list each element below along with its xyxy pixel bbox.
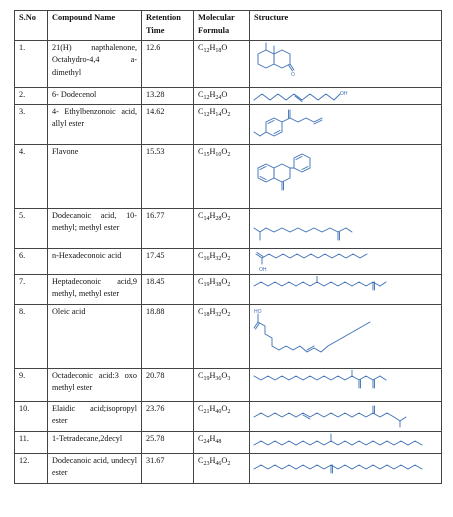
cell-formula bbox=[194, 249, 250, 275]
formula-count: 36 bbox=[215, 376, 222, 382]
cell-retention-time: 15.53 bbox=[142, 145, 194, 209]
cell-sno: 10. bbox=[15, 402, 48, 432]
formula-el: H bbox=[209, 371, 216, 380]
flavone-structure-icon bbox=[252, 146, 332, 204]
cell-retention-time: 25.78 bbox=[142, 432, 194, 454]
cell-structure bbox=[250, 105, 442, 145]
cell-compound-name: Flavone bbox=[48, 145, 142, 209]
octahydro-naphthalenone-structure-icon bbox=[252, 42, 296, 86]
formula-el: C bbox=[198, 434, 204, 443]
formula-el: H bbox=[209, 211, 216, 220]
formula-el: C bbox=[198, 456, 204, 465]
oxygen-label: O bbox=[291, 72, 295, 78]
cell-compound-name: Octadeconic acid:3 oxo methyl ester bbox=[48, 369, 142, 402]
formula-count: 32 bbox=[215, 256, 222, 262]
hydroxyl-label: OH bbox=[259, 267, 267, 272]
formula-el: H bbox=[209, 107, 216, 116]
formula-el: O bbox=[221, 147, 228, 156]
formula-el: C bbox=[198, 251, 204, 260]
table-row bbox=[15, 275, 442, 305]
formula-el: O bbox=[221, 404, 228, 413]
formula-count: 48 bbox=[215, 439, 222, 445]
formula-el: O bbox=[221, 107, 228, 116]
cell-formula bbox=[194, 369, 250, 402]
cell-formula bbox=[194, 41, 250, 88]
cell-sno: 11. bbox=[15, 432, 48, 454]
formula-count: 14 bbox=[203, 216, 210, 222]
formula-count: 16 bbox=[203, 256, 210, 262]
formula-count: 23 bbox=[203, 461, 210, 467]
formula-el: O bbox=[221, 456, 228, 465]
header-molecular-formula: Molecular Formula bbox=[194, 11, 250, 41]
compound-table bbox=[14, 10, 442, 484]
cell-structure bbox=[250, 454, 442, 484]
table-row bbox=[15, 454, 442, 484]
formula-el: C bbox=[198, 307, 204, 316]
formula-count: 2 bbox=[227, 282, 231, 288]
formula-el: C bbox=[198, 277, 204, 286]
hydroxyl-label: OH bbox=[340, 91, 348, 97]
formula-el: O bbox=[221, 371, 228, 380]
formula-count: 24 bbox=[215, 95, 222, 101]
formula-el: C bbox=[198, 107, 204, 116]
cell-compound-name: 4- Ethylbenzonoic acid, allyl ester bbox=[48, 105, 142, 145]
oleic-acid-structure-icon bbox=[252, 306, 432, 364]
cell-retention-time: 18.88 bbox=[142, 305, 194, 369]
formula-count: 21 bbox=[203, 409, 210, 415]
cell-sno: 8. bbox=[15, 305, 48, 369]
formula-count: 38 bbox=[215, 282, 222, 288]
formula-el: H bbox=[209, 404, 216, 413]
cell-formula bbox=[194, 454, 250, 484]
formula-count: 14 bbox=[215, 112, 222, 118]
formula-count: 2 bbox=[227, 312, 231, 318]
hydroxyl-label: HO bbox=[254, 309, 262, 315]
cell-structure bbox=[250, 41, 442, 88]
formula-el: O bbox=[221, 43, 228, 52]
methyl-dodecanoate-structure-icon bbox=[252, 210, 362, 246]
cell-compound-name: 21(H) napthalenone, Octahydro-4,4 a- dimethyl bbox=[48, 41, 142, 88]
formula-el: C bbox=[198, 43, 204, 52]
cell-structure bbox=[250, 88, 442, 105]
cell-retention-time: 16.77 bbox=[142, 209, 194, 249]
formula-el: C bbox=[198, 147, 204, 156]
header-structure: Structure bbox=[250, 11, 442, 41]
cell-structure bbox=[250, 402, 442, 432]
methyl-oxooctadecanoate-structure-icon bbox=[252, 370, 432, 398]
cell-structure bbox=[250, 145, 442, 209]
table-row bbox=[15, 369, 442, 402]
table-row bbox=[15, 88, 442, 105]
table-row bbox=[15, 41, 442, 88]
formula-count: 40 bbox=[215, 409, 222, 415]
formula-count: 2 bbox=[227, 216, 231, 222]
cell-formula bbox=[194, 105, 250, 145]
cell-compound-name: Dodecanoic acid, 10- methyl; methyl ester bbox=[48, 209, 142, 249]
formula-el: C bbox=[198, 211, 204, 220]
methyl-heptadecanoate-structure-icon bbox=[252, 276, 432, 302]
cell-sno: 5. bbox=[15, 209, 48, 249]
cell-compound-name: Oleic acid bbox=[48, 305, 142, 369]
cell-structure bbox=[250, 305, 442, 369]
formula-el: O bbox=[221, 307, 228, 316]
formula-count: 12 bbox=[203, 48, 210, 54]
cell-sno: 7. bbox=[15, 275, 48, 305]
cell-compound-name: 1-Tetradecane,2decyl bbox=[48, 432, 142, 454]
cell-retention-time: 17.45 bbox=[142, 249, 194, 275]
formula-el: H bbox=[209, 456, 216, 465]
header-compound-name: Compound Name bbox=[48, 11, 142, 41]
cell-sno: 1. bbox=[15, 41, 48, 88]
formula-count: 2 bbox=[227, 112, 231, 118]
formula-el: H bbox=[209, 43, 216, 52]
hexadecanoic-acid-structure-icon bbox=[252, 250, 412, 272]
cell-structure bbox=[250, 369, 442, 402]
header-sno: S.No bbox=[15, 11, 48, 41]
cell-retention-time: 13.28 bbox=[142, 88, 194, 105]
formula-count: 46 bbox=[215, 461, 222, 467]
cell-retention-time: 31.67 bbox=[142, 454, 194, 484]
formula-el: C bbox=[198, 404, 204, 413]
formula-el: H bbox=[209, 90, 216, 99]
formula-count: 28 bbox=[215, 216, 222, 222]
cell-sno: 12. bbox=[15, 454, 48, 484]
cell-structure bbox=[250, 432, 442, 454]
cell-sno: 2. bbox=[15, 88, 48, 105]
formula-count: 12 bbox=[203, 95, 210, 101]
cell-compound-name: Heptadeconoic acid,9 methyl, methyl ester bbox=[48, 275, 142, 305]
cell-structure bbox=[250, 249, 442, 275]
cell-sno: 4. bbox=[15, 145, 48, 209]
table-row bbox=[15, 105, 442, 145]
cell-formula bbox=[194, 145, 250, 209]
cell-retention-time: 18.45 bbox=[142, 275, 194, 305]
formula-count: 24 bbox=[203, 439, 210, 445]
table-row bbox=[15, 249, 442, 275]
ethylbenzoate-allyl-structure-icon bbox=[252, 106, 332, 143]
table-row bbox=[15, 305, 442, 369]
formula-el: O bbox=[221, 277, 228, 286]
table-row bbox=[15, 145, 442, 209]
cell-compound-name: 6- Dodecenol bbox=[48, 88, 142, 105]
table-row bbox=[15, 209, 442, 249]
formula-el: O bbox=[221, 90, 228, 99]
cell-formula bbox=[194, 402, 250, 432]
cell-compound-name: n-Hexadeconoic acid bbox=[48, 249, 142, 275]
formula-el: C bbox=[198, 371, 204, 380]
formula-count: 10 bbox=[215, 152, 222, 158]
cell-sno: 6. bbox=[15, 249, 48, 275]
cell-formula bbox=[194, 209, 250, 249]
formula-count: 19 bbox=[203, 376, 210, 382]
formula-count: 3 bbox=[227, 376, 231, 382]
cell-structure bbox=[250, 209, 442, 249]
cell-sno: 3. bbox=[15, 105, 48, 145]
table-row bbox=[15, 432, 442, 454]
formula-count: 2 bbox=[227, 152, 231, 158]
formula-count: 12 bbox=[203, 112, 210, 118]
cell-sno: 9. bbox=[15, 369, 48, 402]
dodecenol-structure-icon bbox=[252, 89, 352, 102]
formula-count: 2 bbox=[227, 409, 231, 415]
formula-el: C bbox=[198, 90, 204, 99]
formula-count: 18 bbox=[215, 48, 222, 54]
formula-count: 2 bbox=[227, 256, 231, 262]
formula-count: 15 bbox=[203, 152, 210, 158]
formula-el: H bbox=[209, 307, 216, 316]
formula-el: H bbox=[209, 147, 216, 156]
cell-formula bbox=[194, 432, 250, 454]
cell-retention-time: 23.76 bbox=[142, 402, 194, 432]
isopropyl-elaidate-structure-icon bbox=[252, 403, 432, 429]
formula-count: 32 bbox=[215, 312, 222, 318]
cell-compound-name: Elaidic acid;isopropyl ester bbox=[48, 402, 142, 432]
header-retention-time: Retention Time bbox=[142, 11, 194, 41]
formula-el: H bbox=[209, 277, 216, 286]
formula-el: H bbox=[209, 251, 216, 260]
formula-el: O bbox=[221, 211, 228, 220]
table-row bbox=[15, 402, 442, 432]
formula-el: O bbox=[221, 251, 228, 260]
cell-retention-time: 20.78 bbox=[142, 369, 194, 402]
formula-count: 2 bbox=[227, 461, 231, 467]
cell-formula bbox=[194, 305, 250, 369]
cell-structure bbox=[250, 275, 442, 305]
formula-count: 18 bbox=[203, 312, 210, 318]
undecyl-dodecanoate-structure-icon bbox=[252, 455, 432, 479]
cell-compound-name: Dodecanoic acid, undecyl ester bbox=[48, 454, 142, 484]
formula-count: 19 bbox=[203, 282, 210, 288]
formula-el: H bbox=[209, 434, 216, 443]
cell-retention-time: 12.6 bbox=[142, 41, 194, 88]
cell-formula bbox=[194, 88, 250, 105]
cell-formula bbox=[194, 275, 250, 305]
cell-retention-time: 14.62 bbox=[142, 105, 194, 145]
decyltetradecane-structure-icon bbox=[252, 433, 432, 451]
